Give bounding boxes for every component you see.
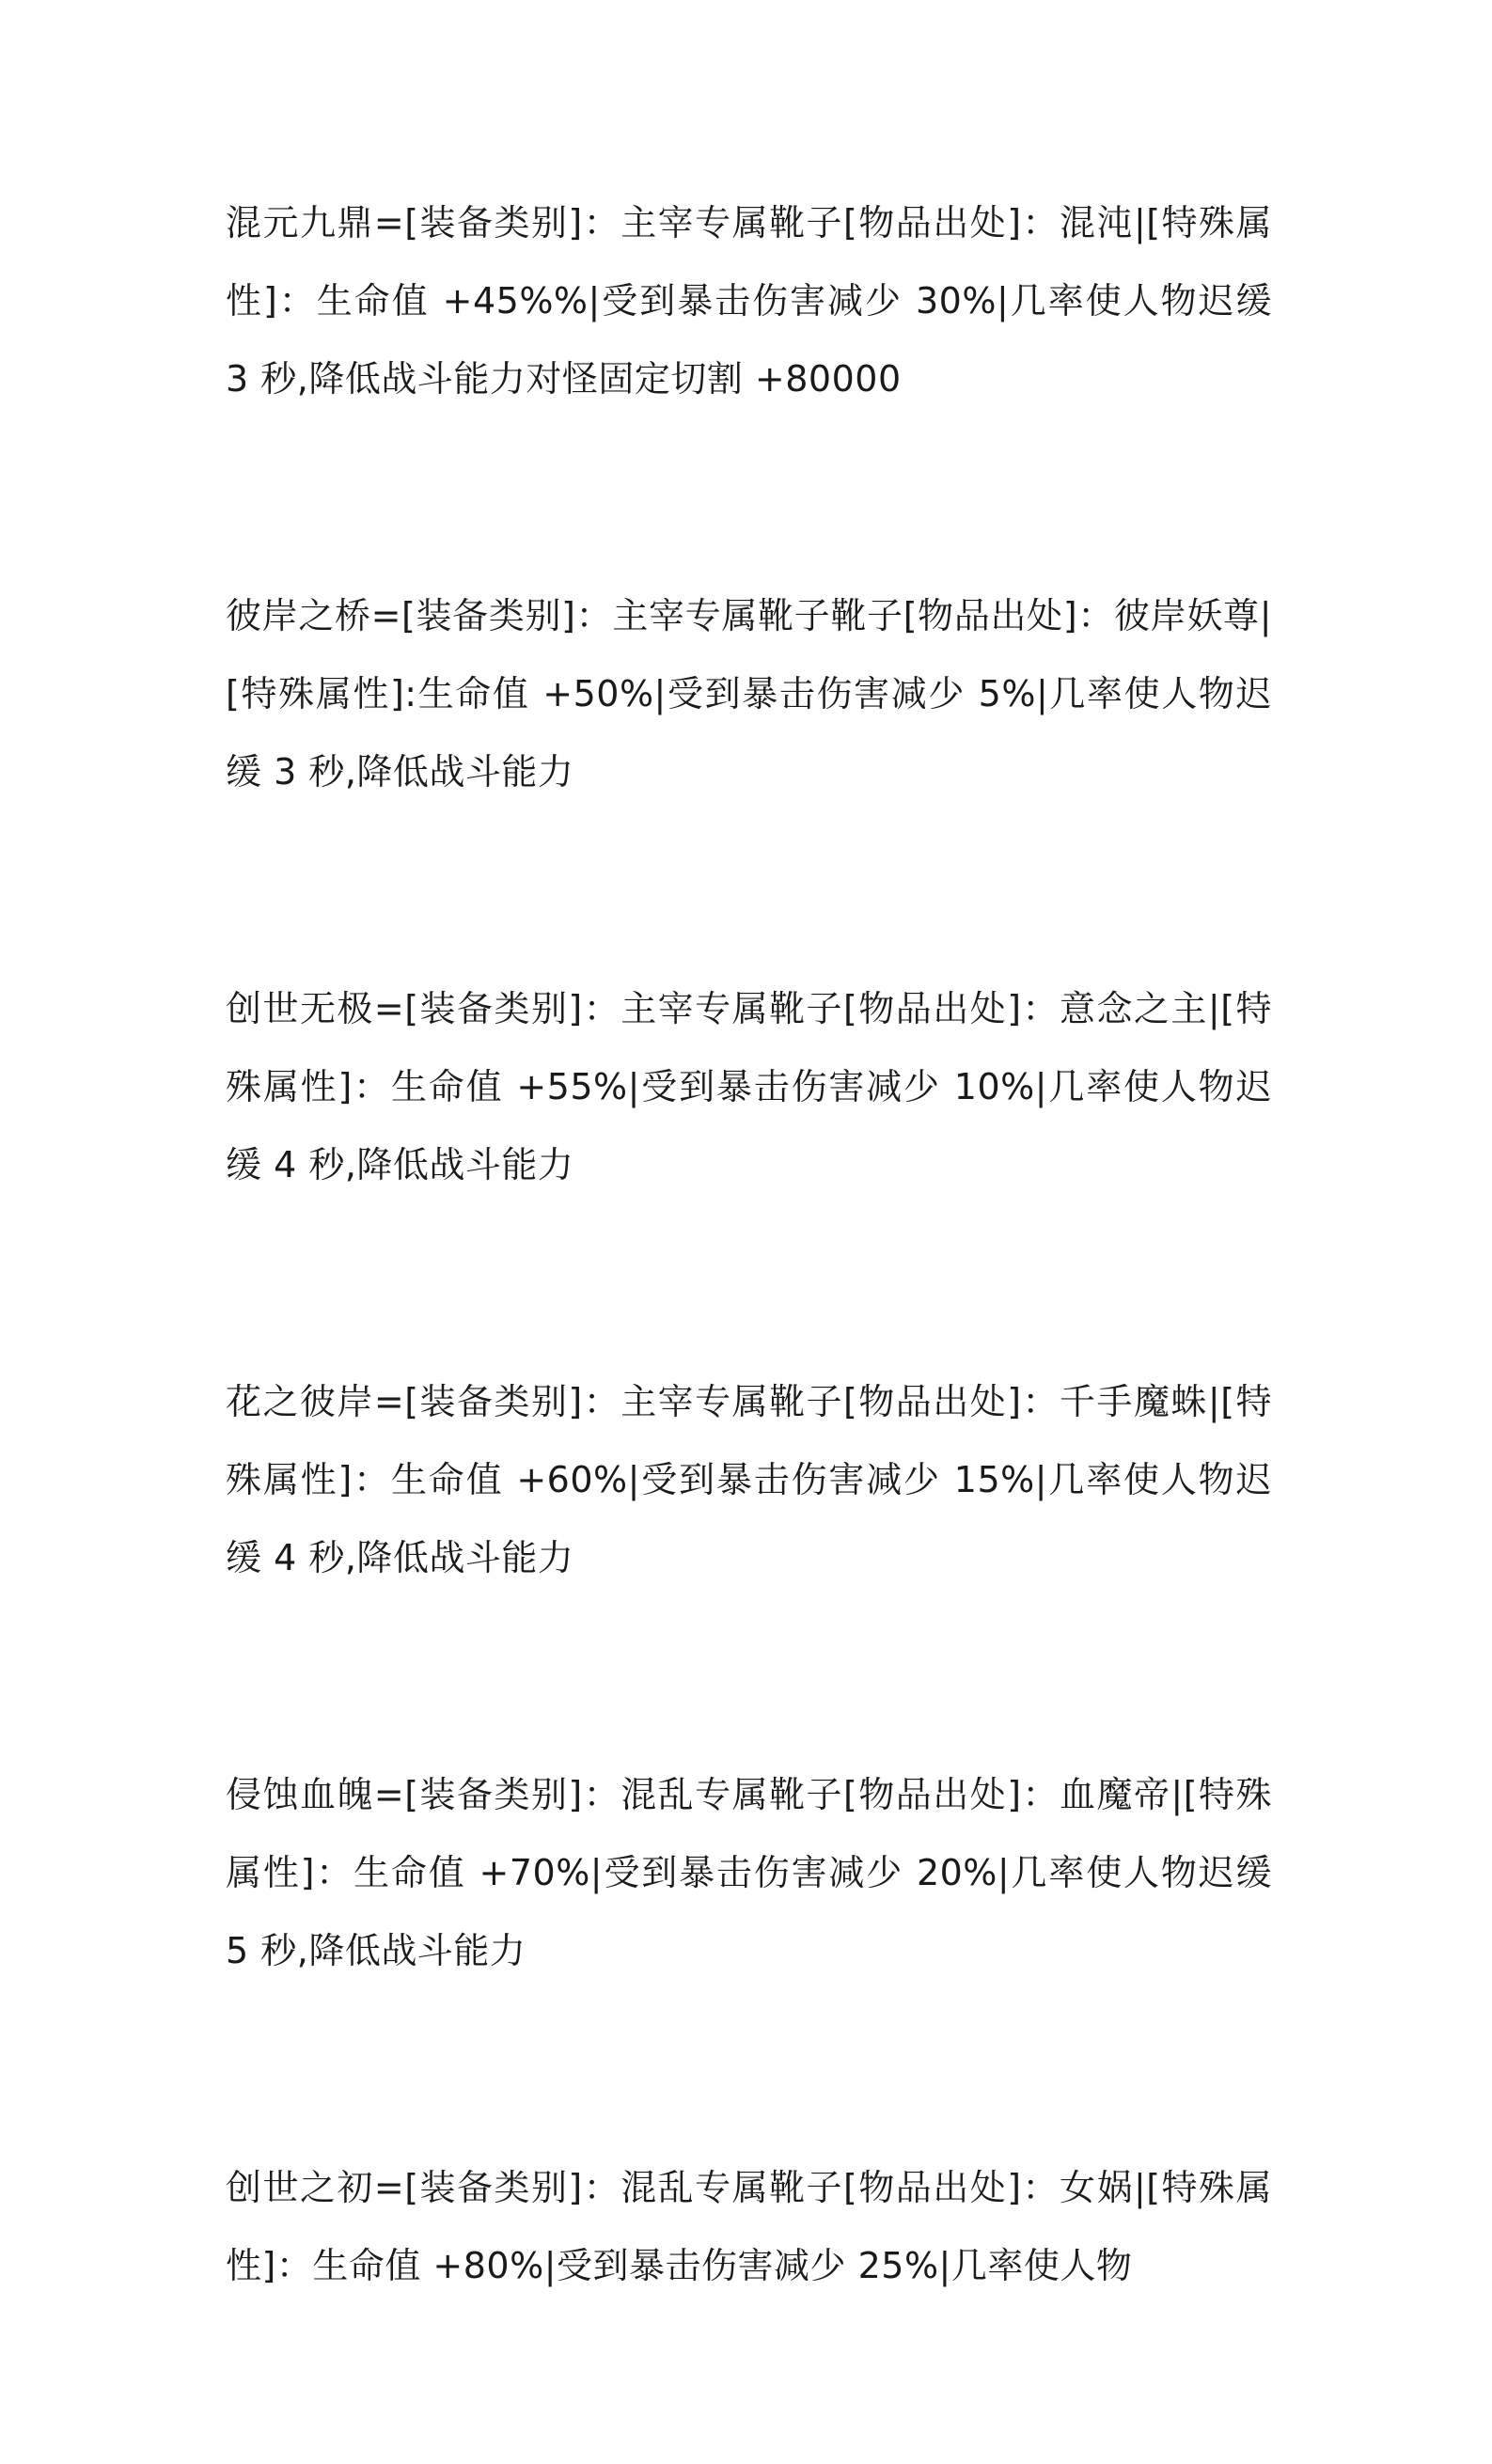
equipment-entry-chuangshi-wuji: 创世无极=[装备类别]：主宰专属靴子[物品出处]：意念之主|[特殊属性]：生命值 +55%|受到暴击伤害减少 10%|几率使人物迟缓 4 秒,降低战斗能力 xyxy=(226,988,1272,1185)
equipment-entry-qinshi-xuepo: 侵蚀血魄=[装备类别]：混乱专属靴子[物品出处]：血魔帝|[特殊属性]：生命值 +70%|受到暴击伤害减少 20%|几率使人物迟缓 5 秒,降低战斗能力 xyxy=(226,1774,1272,1971)
document-body xyxy=(226,184,1272,2464)
equipment-entry-bian-zhiqiao: 彼岸之桥=[装备类别]：主宰专属靴子靴子[物品出处]：彼岸妖尊|[特殊属性]:生命值 +50%|受到暴击伤害减少 5%|几率使人物迟缓 3 秒,降低战斗能力 xyxy=(226,595,1272,793)
equipment-entry-huazhi-bian: 花之彼岸=[装备类别]：主宰专属靴子[物品出处]：千手魔蛛|[特殊属性]：生命值 +60%|受到暴击伤害减少 15%|几率使人物迟缓 4 秒,降低战斗能力 xyxy=(226,1381,1272,1578)
equipment-entry-hunyuan-jiuding: 混元九鼎=[装备类别]：主宰专属靴子[物品出处]：混沌|[特殊属性]：生命值 +45%%|受到暴击伤害减少 30%|几率使人物迟缓 3 秒,降低战斗能力对怪固定切割 +80000 xyxy=(226,202,1272,400)
equipment-entry-chuangshi-zhichu: 创世之初=[装备类别]：混乱专属靴子[物品出处]：女娲|[特殊属性]：生命值 +80%|受到暴击伤害减少 25%|几率使人物 xyxy=(226,2167,1272,2286)
